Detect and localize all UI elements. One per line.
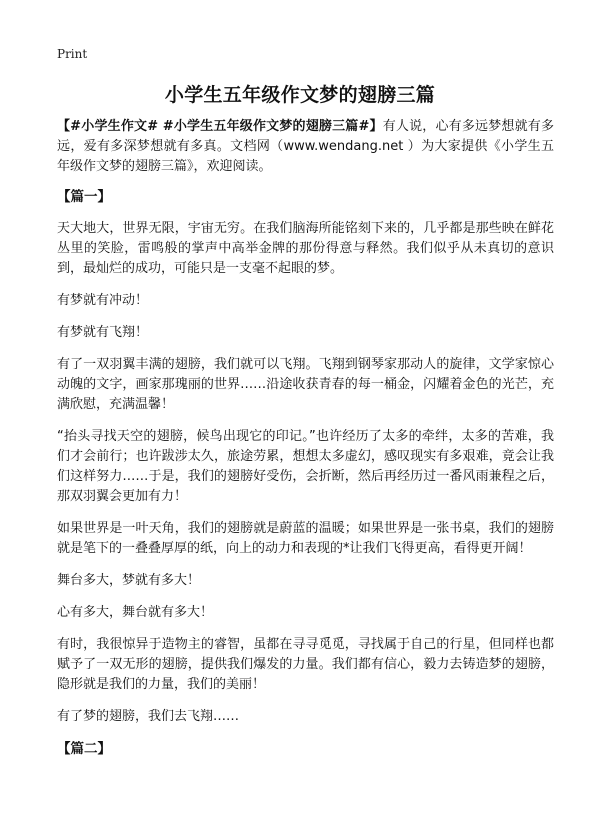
- paragraph: 心有多大，舞台就有多大！: [57, 605, 214, 620]
- print-link[interactable]: Print: [57, 47, 88, 61]
- paragraph: 有梦就有飞翔！: [57, 325, 149, 340]
- paragraph: 舞台多大，梦就有多大！: [57, 573, 201, 588]
- article-body: [57, 117, 554, 771]
- paragraph: 有时，我很惊异于造物主的睿智，虽都在寻寻觅觅，寻找属于自己的行星，但同样也都赋予了一双无形的翅膀，提供我们爆发的力量。我们都有信心，毅力去铸造梦的翅膀，隐形就是我们的力量，我们的美丽！: [57, 637, 554, 692]
- paragraph: 有梦就有冲动！: [57, 293, 149, 308]
- page-title: 小学生五年级作文梦的翅膀三篇: [164, 84, 436, 106]
- paragraph: 天大地大，世界无限，宇宙无穷。在我们脑海所能铭刻下来的，几乎都是那些映在鲜花丛里的笑脸，雷鸣般的掌声中高举金牌的那份得意与释然。我们似乎从未真切的意识到，最灿烂的成功，可能只是一支毫不起眼的梦。: [57, 221, 554, 276]
- paragraph: 有了一双羽翼丰满的翅膀，我们就可以飞翔。飞翔到钢琴家那动人的旋律，文学家惊心动魄的文字，画家那瑰丽的世界……沿途收获青春的每一桶金，闪耀着金色的光芒，充满欣慰，充满温馨！: [57, 357, 554, 412]
- paragraph: 如果世界是一叶天角，我们的翅膀就是蔚蓝的温暖；如果世界是一张书桌，我们的翅膀就是笔下的一叠叠厚厚的纸，向上的动力和表现的*让我们飞得更高，看得更开阔！: [57, 521, 554, 556]
- intro-tags: 【#小学生作文# #小学生五年级作文梦的翅膀三篇#】: [57, 119, 383, 134]
- paragraph: “抬头寻找天空的翅膀，候鸟出现它的印记。”也许经历了太多的牵绊，太多的苦难，我们才会前行；也许跋涉太久，旅途劳累，想想太多虚幻，感叹现实有多艰难，竟会让我们这样努力……于是，我们的翅膀好受伤，会折断，然后再经历过一番风雨兼程之后，那双羽翼会更加有力！: [57, 429, 554, 504]
- paragraph: 有了梦的翅膀，我们去飞翔……: [57, 709, 240, 724]
- intro-text: 有人说，心有多远梦想就有多远，爱有多深梦想就有多真。文档网（www.wendang.net ）为大家提供《小学生五年级作文梦的翅膀三篇》，欢迎阅读。: [57, 119, 554, 174]
- section-heading-1: 【篇一】: [57, 189, 111, 205]
- section-heading-2: 【篇二】: [57, 741, 111, 757]
- intro-paragraph: [57, 117, 554, 177]
